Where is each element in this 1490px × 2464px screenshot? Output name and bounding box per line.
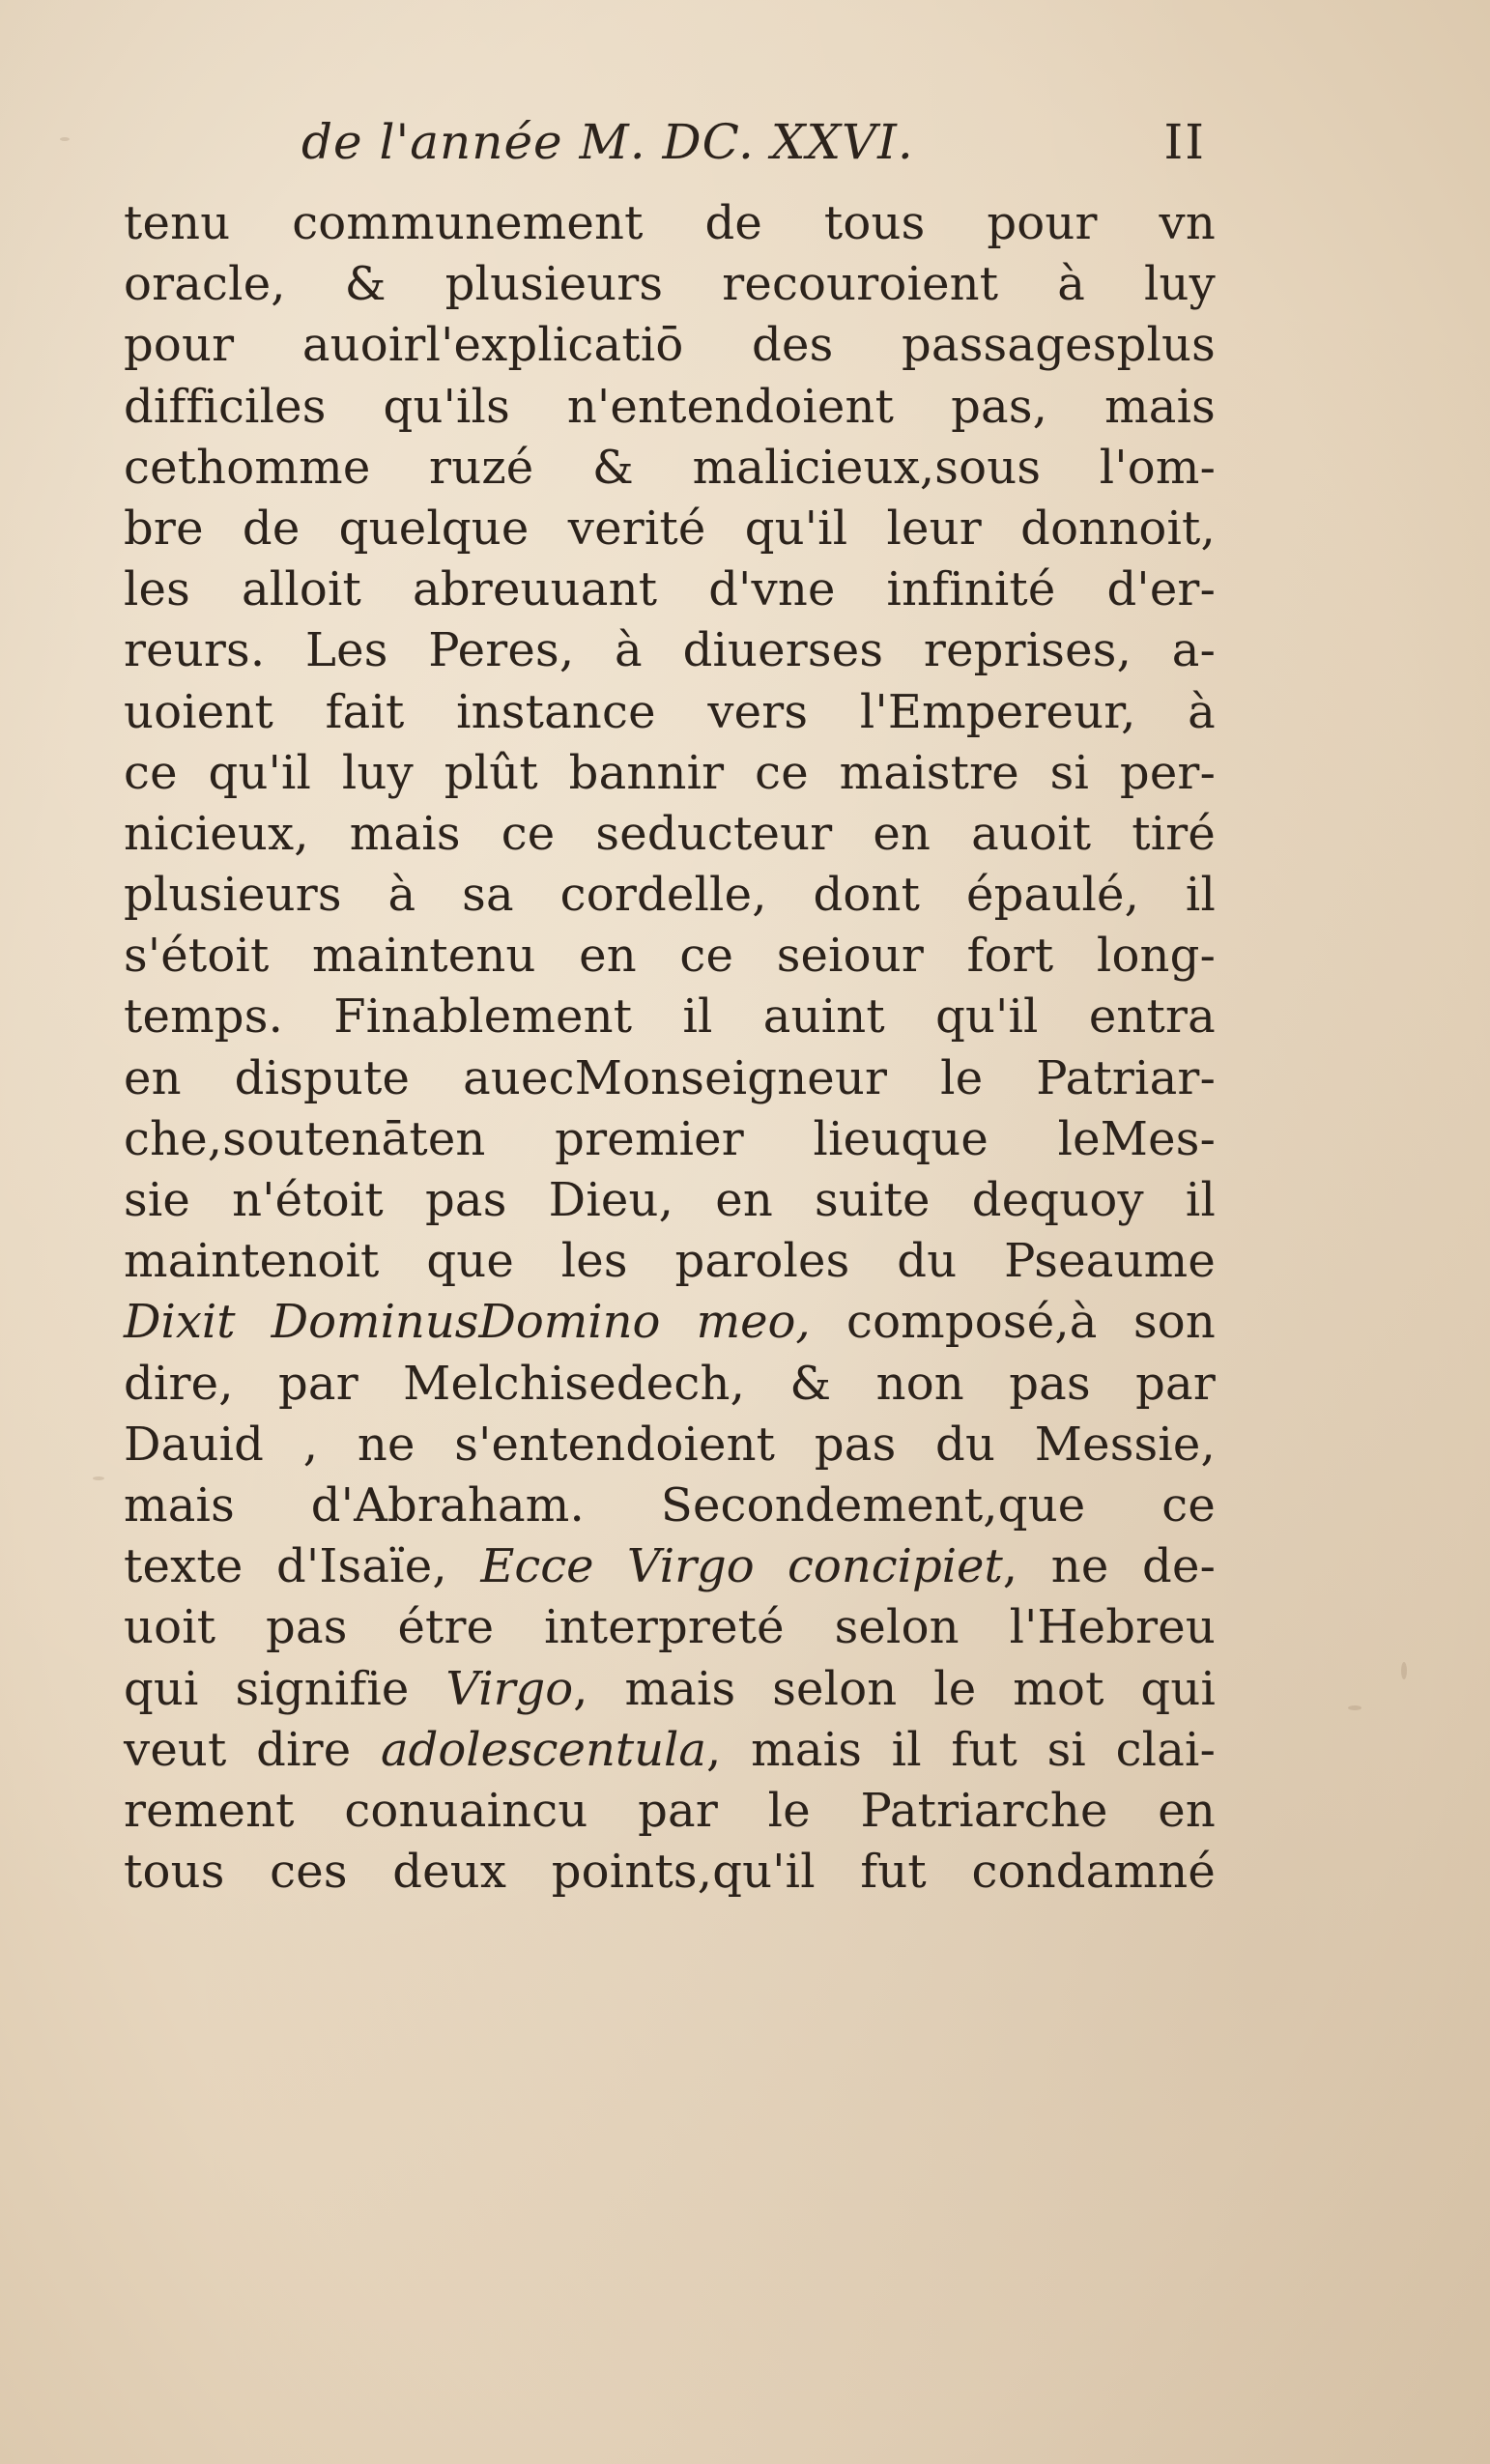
text-segment: s'étoit maintenu en ce seiour fort long- [124,929,1216,984]
ink-speck [1348,1705,1361,1710]
text-line [124,804,1216,865]
text-line [124,1048,1216,1109]
text-line [124,1659,1216,1720]
text-line [124,315,1216,376]
text-segment: reurs. Les Peres, à diuerses reprises, a- [124,623,1216,678]
text-segment: en dispute auecMonseigneur le Patriar- [124,1050,1216,1105]
text-segment: difficiles qu'ils n'entendoient pas, mais [124,379,1216,434]
text-line [124,1781,1216,1842]
ink-speck [1401,1662,1407,1679]
text-line [124,1536,1216,1597]
text-line [124,1109,1216,1170]
text-line [124,1354,1216,1415]
text-line [124,620,1216,681]
text-line [124,682,1216,743]
text-line [124,1415,1216,1476]
text-segment: oracle, & plusieurs recouroient à luy [124,257,1216,312]
text-segment: dire, par Melchisedech, & non pas par [124,1356,1216,1411]
text-line [124,1170,1216,1231]
text-segment: temps. Finablement il auint qu'il entra [124,989,1216,1045]
italic-text: Ecce Virgo concipiet [480,1539,1003,1594]
running-head: de l'année M. DC. XXVI. [301,114,914,170]
text-segment: Dauid , ne s'entendoient pas du Messie, [124,1417,1216,1472]
text-line [124,1720,1216,1781]
text-line [124,1292,1216,1353]
italic-text: Virgo [445,1661,574,1716]
text-segment: rement conuaincu par le Patriarche en [124,1783,1216,1838]
text-line [124,1597,1216,1658]
text-segment: , mais il fut si clai- [706,1722,1216,1777]
ink-speck [93,1476,104,1480]
text-line [124,926,1216,987]
italic-text: adolescentula [381,1722,707,1777]
body-text [124,193,1216,1903]
text-segment: nicieux, mais ce seducteur en auoit tiré [124,806,1216,861]
text-line [124,1842,1216,1903]
text-segment: composé,à son [810,1295,1216,1350]
text-segment: tenu communement de tous pour vn [124,196,1216,250]
text-segment: tous ces deux points,qu'il fut condamné [124,1845,1216,1900]
text-segment: les alloit abreuuant d'vne infinité d'er- [124,562,1216,617]
text-line [124,743,1216,804]
text-segment: sie n'étoit pas Dieu, en suite dequoy il [124,1173,1216,1227]
text-line [124,254,1216,315]
text-line [124,865,1216,926]
italic-text: Dixit DominusDomino meo, [124,1295,811,1350]
text-segment: uoient fait instance vers l'Empereur, à [124,684,1216,739]
text-line [124,377,1216,438]
text-segment: bre de quelque verité qu'il leur donnoit, [124,501,1216,556]
text-segment: cethomme ruzé & malicieux,sous l'om- [124,440,1216,495]
text-segment: veut dire [124,1722,382,1777]
text-segment: qui signifie [124,1661,446,1716]
page-number: II [1163,114,1206,170]
text-segment: , ne de- [1002,1539,1216,1594]
text-line [124,499,1216,559]
text-segment: pour auoirl'explicatiō des passagesplus [124,318,1216,373]
page-header [290,114,1208,182]
ink-speck [60,137,70,141]
text-segment: plusieurs à sa cordelle, dont épaulé, il [124,868,1216,923]
text-line [124,559,1216,620]
text-segment: maintenoit que les paroles du Pseaume [124,1234,1216,1289]
text-line [124,987,1216,1047]
text-line [124,193,1216,254]
text-segment: uoit pas étre interpreté selon l'Hebreu [124,1600,1216,1655]
text-segment: texte d'Isaïe, [124,1539,481,1594]
text-segment: che,soutenāten premier lieuque leMes- [124,1111,1216,1166]
text-line [124,1231,1216,1292]
text-segment: , mais selon le mot qui [573,1661,1217,1716]
text-line [124,438,1216,499]
text-segment: mais d'Abraham. Secondement,que ce [124,1477,1216,1533]
text-line [124,1476,1216,1536]
text-segment: ce qu'il luy plût bannir ce maistre si per- [124,745,1216,800]
